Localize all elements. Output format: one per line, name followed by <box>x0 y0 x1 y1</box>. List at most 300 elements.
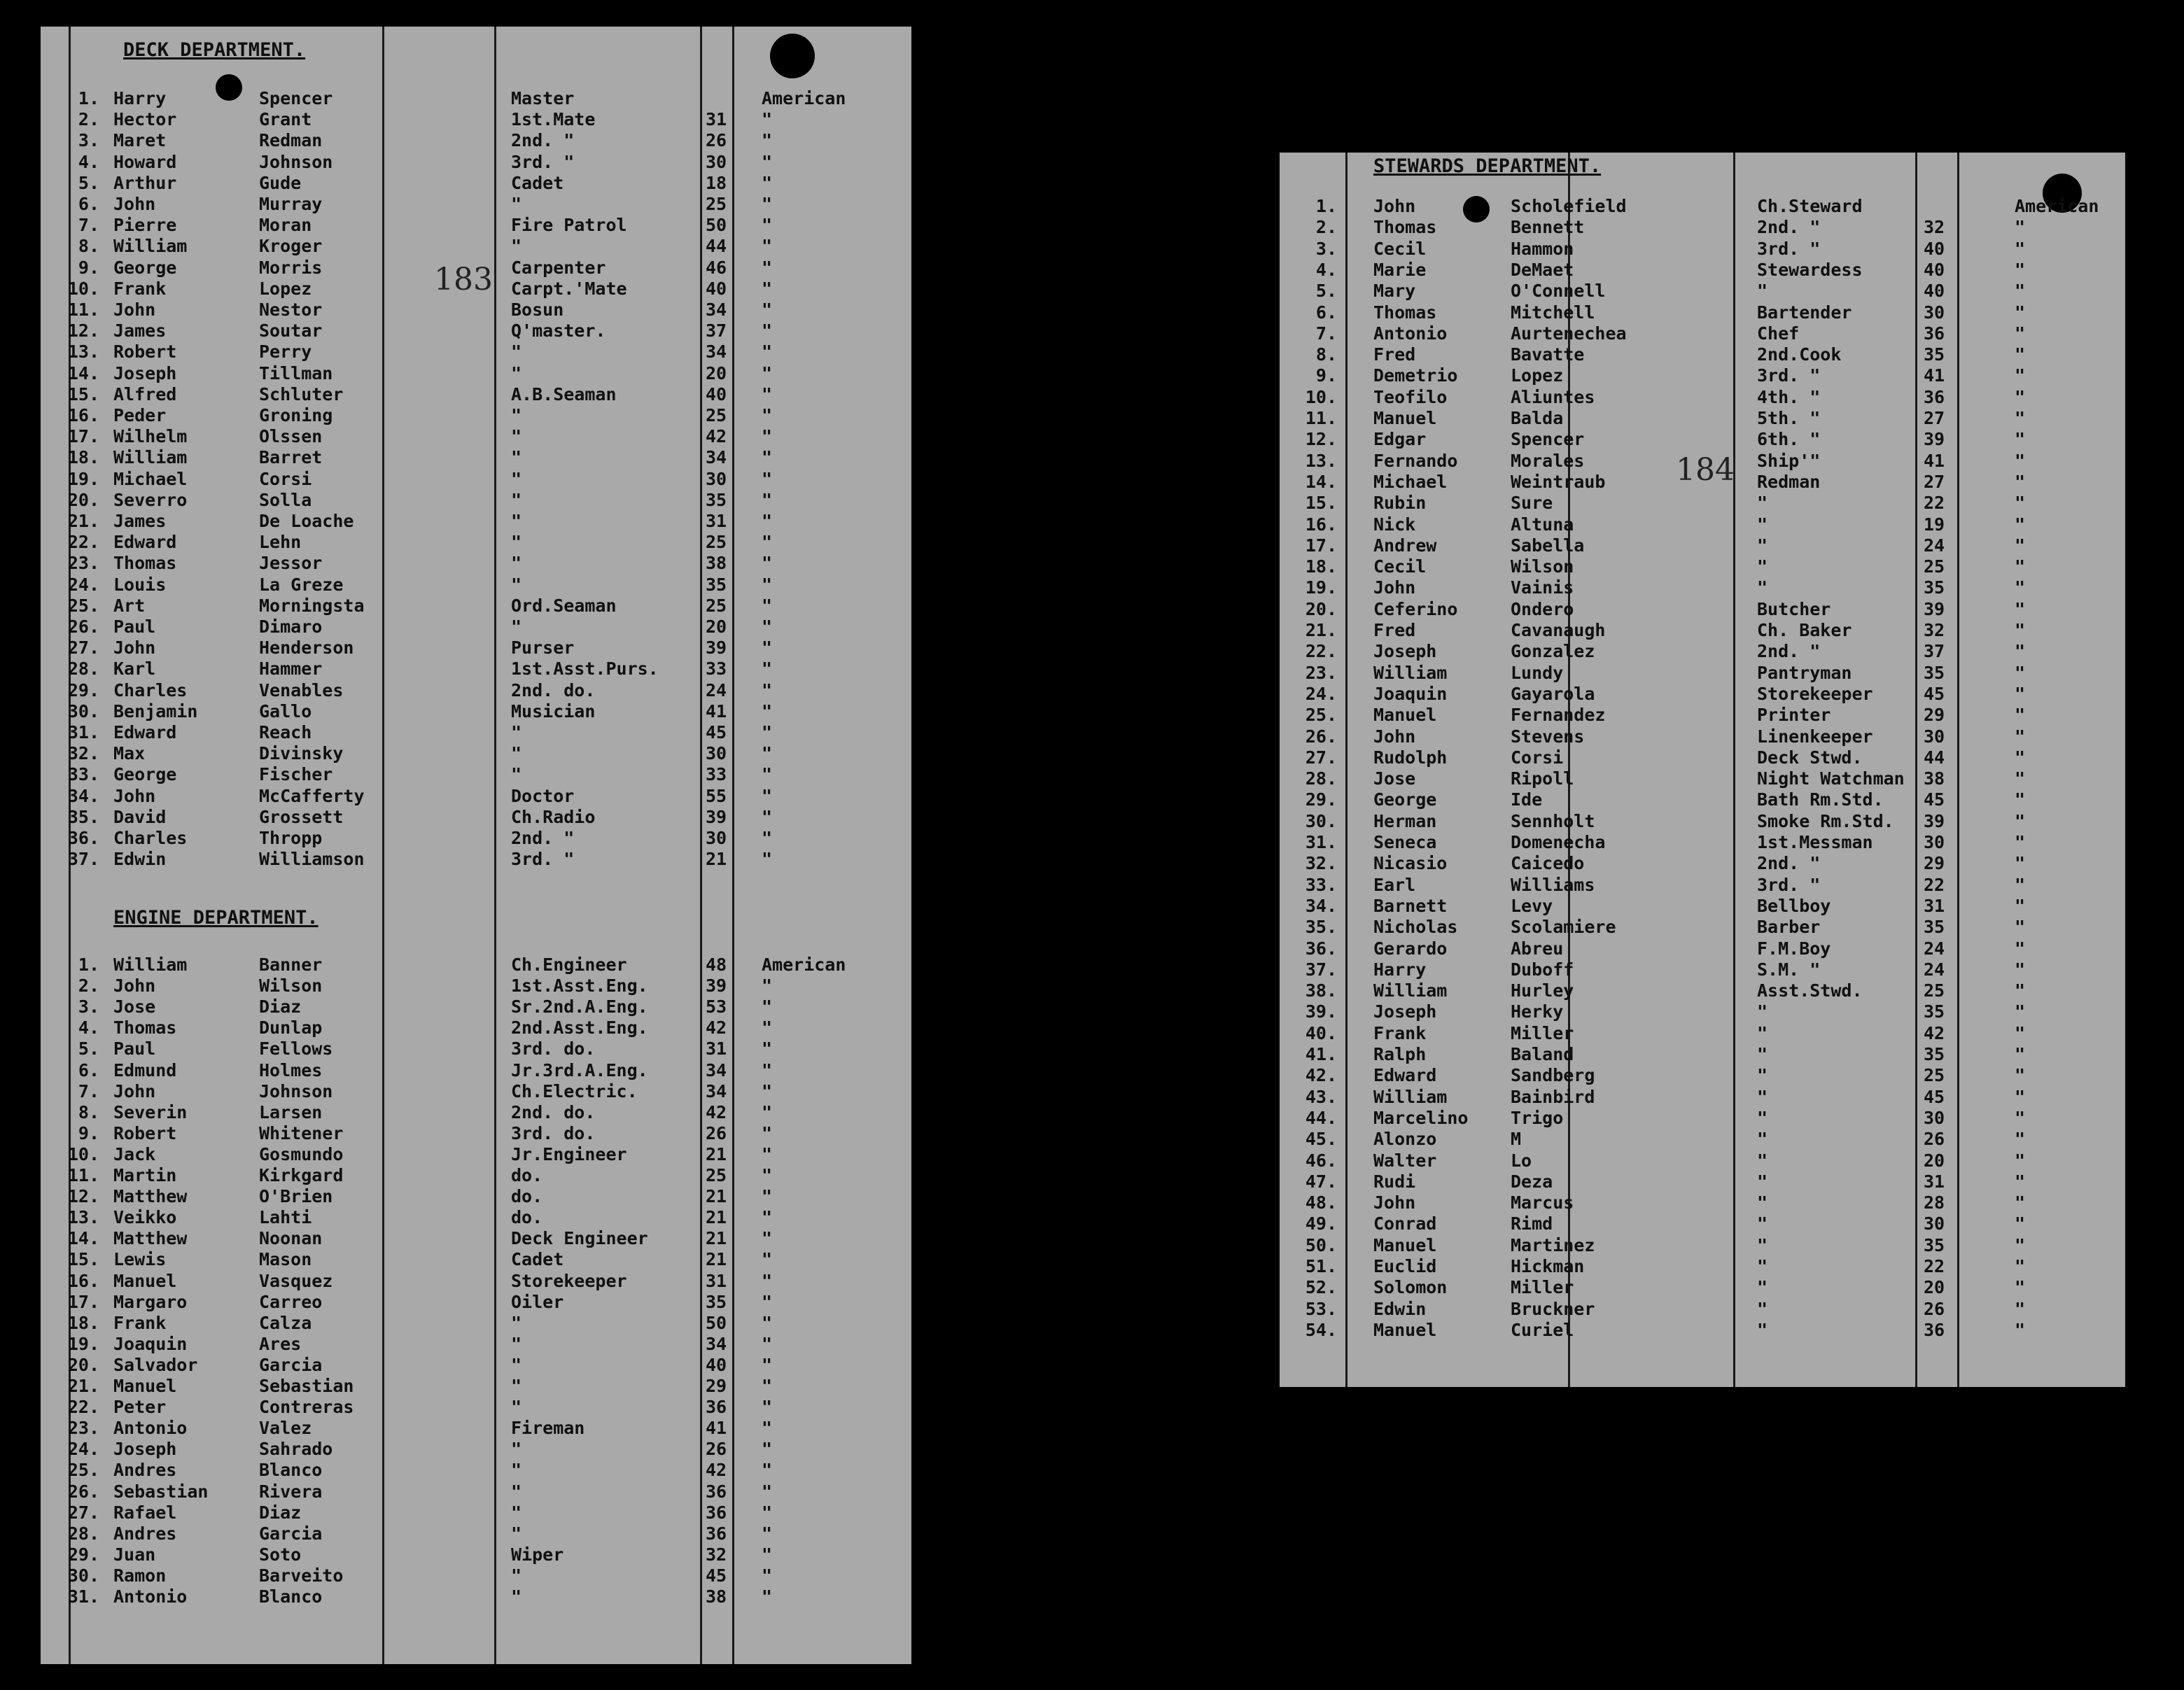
first-name: Hector <box>113 109 177 130</box>
age: 20 <box>1924 1277 1945 1298</box>
nationality: " <box>762 151 773 172</box>
crew-row <box>41 1038 911 1059</box>
age: 41 <box>1924 365 1945 386</box>
crew-row <box>41 1439 911 1460</box>
row-number: 16. <box>67 1270 99 1291</box>
age: 41 <box>1924 450 1945 471</box>
first-name: Charles <box>113 828 188 848</box>
nationality: " <box>2015 514 2026 535</box>
age: 25 <box>706 532 727 553</box>
first-name: Harry <box>113 88 167 108</box>
last-name: Calza <box>259 1312 312 1333</box>
row-number: 15. <box>67 1249 99 1270</box>
age: 30 <box>706 828 727 848</box>
position: " <box>511 468 522 489</box>
crew-row <box>41 173 911 194</box>
position: A.B.Seaman <box>511 383 617 404</box>
last-name: Schluter <box>259 383 344 404</box>
age: 21 <box>706 1228 727 1249</box>
last-name: La Greze <box>259 574 344 595</box>
first-name: John <box>113 976 156 997</box>
last-name: Gallo <box>259 700 312 721</box>
nationality: " <box>2015 1256 2026 1276</box>
nationality: " <box>762 300 773 320</box>
last-name: McCafferty <box>259 785 365 806</box>
first-name: Lewis <box>113 1249 167 1270</box>
row-number: 28. <box>67 659 99 679</box>
age: 21 <box>706 1207 727 1228</box>
crew-row <box>1280 747 2125 768</box>
first-name: Cecil <box>1373 238 1427 259</box>
nationality: " <box>762 997 773 1017</box>
first-name: James <box>113 321 167 341</box>
position: 1st.Asst.Purs. <box>511 659 659 679</box>
last-name: Dimaro <box>259 617 323 637</box>
crew-row <box>1280 620 2125 641</box>
age: 40 <box>706 1354 727 1375</box>
position: 3rd. " <box>1757 365 1821 386</box>
crew-row <box>41 490 911 511</box>
row-number: 36. <box>1305 938 1337 959</box>
first-name: John <box>113 638 156 659</box>
nationality: " <box>2015 238 2026 259</box>
age: 25 <box>706 194 727 214</box>
crew-row <box>41 1376 911 1397</box>
first-name: Thomas <box>113 1017 177 1038</box>
position: Doctor <box>511 785 575 806</box>
crew-row <box>41 1102 911 1123</box>
crew-row <box>41 152 911 173</box>
engine-department-heading: ENGINE DEPARTMENT. <box>113 907 318 929</box>
position: " <box>511 764 522 785</box>
crew-row <box>1280 281 2125 302</box>
last-name: Aliuntes <box>1511 386 1595 407</box>
age: 40 <box>1924 259 1945 280</box>
crew-row <box>41 130 911 151</box>
row-number: 16. <box>1305 514 1337 535</box>
first-name: Teofilo <box>1373 386 1448 407</box>
crew-row <box>41 405 911 426</box>
position: " <box>1757 1234 1768 1255</box>
nationality: " <box>2015 917 2026 938</box>
first-name: Mary <box>1373 281 1416 302</box>
age: 31 <box>1924 1171 1945 1192</box>
crew-row <box>1280 789 2125 810</box>
nationality: " <box>762 1270 773 1291</box>
crew-row <box>41 1271 911 1292</box>
position: Butcher <box>1757 598 1831 619</box>
row-number: 20. <box>1305 598 1337 619</box>
crew-row <box>41 997 911 1017</box>
position: Bosun <box>511 300 564 320</box>
age: 26 <box>706 1122 727 1143</box>
row-number: 38. <box>1305 980 1337 1001</box>
age: 27 <box>1924 471 1945 492</box>
first-name: Rubin <box>1373 493 1427 514</box>
age: 40 <box>706 278 727 299</box>
row-number: 28. <box>1305 768 1337 789</box>
row-number: 25. <box>67 595 99 616</box>
last-name: Garcia <box>259 1354 323 1375</box>
row-number: 33. <box>1305 874 1337 895</box>
position: " <box>1757 1065 1768 1086</box>
row-number: 22. <box>67 1397 99 1418</box>
age: 32 <box>706 1544 727 1565</box>
row-number: 41. <box>1305 1044 1337 1064</box>
nationality: " <box>2015 1044 2026 1064</box>
position: " <box>1757 1129 1768 1150</box>
age: 25 <box>706 405 727 425</box>
crew-row <box>41 236 911 257</box>
row-number: 29. <box>1305 789 1337 810</box>
row-number: 2. <box>1315 217 1337 238</box>
first-name: Joaquin <box>113 1333 188 1354</box>
nationality: " <box>2015 386 2026 407</box>
row-number: 48. <box>1305 1192 1337 1213</box>
last-name: Martinez <box>1511 1234 1595 1255</box>
crew-row <box>1280 344 2125 365</box>
row-number: 18. <box>67 1312 99 1333</box>
last-name: Williams <box>1511 874 1595 895</box>
crew-row <box>41 1523 911 1544</box>
crew-row <box>41 1565 911 1586</box>
last-name: Lopez <box>1511 365 1564 386</box>
age: 24 <box>706 679 727 700</box>
age: 55 <box>706 785 727 806</box>
age: 42 <box>706 1460 727 1481</box>
first-name: Nicasio <box>1373 853 1448 874</box>
last-name: O'Brien <box>259 1186 333 1207</box>
first-name: Wilhelm <box>113 426 188 447</box>
crew-row <box>41 807 911 828</box>
nationality: " <box>762 383 773 404</box>
nationality: " <box>2015 1150 2026 1171</box>
first-name: Antonio <box>113 1418 188 1439</box>
first-name: Matthew <box>113 1186 188 1207</box>
position: 2nd. " <box>1757 641 1821 662</box>
position: 2nd. " <box>1757 217 1821 238</box>
crew-row <box>41 659 911 679</box>
age: 22 <box>1924 1256 1945 1276</box>
position: Night Watchman <box>1757 768 1905 789</box>
row-number: 14. <box>67 1228 99 1249</box>
crew-row <box>41 722 911 743</box>
nationality: " <box>762 1397 773 1418</box>
crew-row <box>1280 599 2125 620</box>
position: Storekeeper <box>1757 683 1873 704</box>
nationality: " <box>762 1101 773 1122</box>
first-name: Joseph <box>113 1439 177 1460</box>
first-name: Thomas <box>113 553 177 574</box>
age: 26 <box>706 130 727 151</box>
first-name: Frank <box>113 1312 167 1333</box>
crew-row <box>1280 875 2125 896</box>
crew-list-sheet-183 <box>41 27 911 1664</box>
first-name: Cecil <box>1373 556 1427 577</box>
nationality: " <box>762 532 773 553</box>
last-name: Bavatte <box>1511 344 1585 365</box>
position: Ch.Electric. <box>511 1080 638 1101</box>
nationality: " <box>2015 1192 2026 1213</box>
last-name: Bruckner <box>1511 1298 1595 1319</box>
crew-row <box>41 1355 911 1376</box>
first-name: Marie <box>1373 259 1427 280</box>
age: 35 <box>706 489 727 510</box>
last-name: Murray <box>259 194 323 214</box>
row-number: 40. <box>1305 1022 1337 1043</box>
row-number: 30. <box>67 1565 99 1586</box>
last-name: Sandberg <box>1511 1065 1595 1086</box>
nationality: " <box>2015 1213 2026 1234</box>
nationality: " <box>2015 853 2026 874</box>
crew-row <box>41 617 911 638</box>
row-number: 52. <box>1305 1277 1337 1298</box>
crew-row <box>41 1228 911 1249</box>
row-number: 24. <box>67 1439 99 1460</box>
age: 42 <box>706 1101 727 1122</box>
last-name: Blanco <box>259 1460 323 1481</box>
nationality: " <box>2015 556 2026 577</box>
row-number: 22. <box>67 532 99 553</box>
age: 30 <box>706 151 727 172</box>
age: 39 <box>1924 429 1945 450</box>
row-number: 9. <box>1315 365 1337 386</box>
last-name: Ide <box>1511 789 1543 810</box>
position: " <box>511 1333 522 1354</box>
crew-row <box>41 300 911 321</box>
first-name: Salvador <box>113 1354 198 1375</box>
position: 2nd. " <box>511 130 575 151</box>
row-number: 15. <box>1305 493 1337 514</box>
age: 28 <box>1924 1192 1945 1213</box>
crew-row <box>1280 726 2125 747</box>
crew-row <box>41 1144 911 1165</box>
position: " <box>511 1439 522 1460</box>
punch-hole <box>770 34 815 78</box>
last-name: Kirkgard <box>259 1165 344 1185</box>
row-number: 7. <box>78 1080 99 1101</box>
first-name: Frank <box>1373 1022 1427 1043</box>
age: 48 <box>706 955 727 975</box>
first-name: Jose <box>113 997 156 1017</box>
age: 39 <box>706 976 727 997</box>
last-name: Corsi <box>1511 747 1564 768</box>
row-number: 10. <box>67 278 99 299</box>
last-name: Stevens <box>1511 726 1585 747</box>
crew-row <box>41 575 911 596</box>
age: 44 <box>706 236 727 257</box>
crew-row <box>1280 196 2125 217</box>
nationality: " <box>2015 768 2026 789</box>
row-number: 18. <box>1305 556 1337 577</box>
age: 35 <box>706 574 727 595</box>
position: Deck Stwd. <box>1757 747 1863 768</box>
last-name: Holmes <box>259 1059 323 1080</box>
position: " <box>1757 1022 1768 1043</box>
crew-row <box>41 1207 911 1228</box>
nationality: " <box>2015 810 2026 831</box>
age: 29 <box>706 1376 727 1396</box>
row-number: 3. <box>1315 238 1337 259</box>
crew-row <box>41 1397 911 1418</box>
first-name: Walter <box>1373 1150 1437 1171</box>
nationality: " <box>2015 938 2026 959</box>
crew-row <box>41 194 911 215</box>
age: 25 <box>706 595 727 616</box>
crew-row <box>1280 980 2125 1001</box>
position: Linenkeeper <box>1757 726 1873 747</box>
position: Printer <box>1757 705 1831 726</box>
first-name: Edmund <box>113 1059 177 1080</box>
row-number: 18. <box>67 447 99 468</box>
crew-row <box>41 215 911 236</box>
crew-row <box>41 638 911 659</box>
first-name: Earl <box>1373 874 1416 895</box>
last-name: Whitener <box>259 1122 344 1143</box>
crew-row <box>41 469 911 490</box>
row-number: 10. <box>1305 386 1337 407</box>
age: 24 <box>1924 938 1945 959</box>
age: 45 <box>706 1565 727 1586</box>
position: " <box>511 1481 522 1502</box>
row-number: 1. <box>78 955 99 975</box>
nationality: " <box>762 743 773 764</box>
last-name: Domenecha <box>1511 832 1606 852</box>
row-number: 20. <box>67 1354 99 1375</box>
age: 34 <box>706 1333 727 1354</box>
crew-row <box>1280 387 2125 408</box>
age: 45 <box>1924 683 1945 704</box>
first-name: Manuel <box>1373 1319 1437 1340</box>
position: Carpenter <box>511 257 606 278</box>
position: Barber <box>1757 917 1821 938</box>
crew-row <box>1280 1256 2125 1277</box>
nationality: " <box>762 1017 773 1038</box>
stewards-department-heading: STEWARDS DEPARTMENT. <box>1373 155 1602 177</box>
crew-row <box>41 849 911 870</box>
age: 26 <box>1924 1298 1945 1319</box>
position: " <box>511 1502 522 1523</box>
crew-row <box>1280 1001 2125 1022</box>
last-name: Fellows <box>259 1038 333 1059</box>
last-name: Larsen <box>259 1101 323 1122</box>
last-name: Redman <box>259 130 323 151</box>
age: 22 <box>1924 493 1945 514</box>
age: 36 <box>1924 323 1945 344</box>
row-number: 31. <box>67 1586 99 1607</box>
age: 20 <box>706 362 727 383</box>
age: 21 <box>706 1143 727 1164</box>
last-name: Sennholt <box>1511 810 1595 831</box>
row-number: 13. <box>67 1207 99 1228</box>
nationality: " <box>2015 980 2026 1001</box>
first-name: Ralph <box>1373 1044 1427 1064</box>
age: 27 <box>1924 408 1945 428</box>
first-name: Peter <box>113 1397 167 1418</box>
nationality: " <box>2015 535 2026 556</box>
position: Bellboy <box>1757 895 1831 916</box>
last-name: Abreu <box>1511 938 1564 959</box>
row-number: 23. <box>1305 662 1337 683</box>
age: 33 <box>706 764 727 785</box>
page-number: 184 <box>1676 452 1735 488</box>
position: 1st.Mate <box>511 109 596 130</box>
nationality: " <box>762 278 773 299</box>
last-name: Thropp <box>259 828 323 848</box>
crew-row <box>1280 853 2125 874</box>
position: " <box>511 194 522 214</box>
position: 3rd. " <box>511 151 575 172</box>
age: 41 <box>706 1418 727 1439</box>
nationality: American <box>762 955 846 975</box>
row-number: 30. <box>1305 810 1337 831</box>
last-name: Carreo <box>259 1291 323 1312</box>
position: " <box>511 722 522 742</box>
first-name: Nicholas <box>1373 917 1458 938</box>
position: Ch.Engineer <box>511 955 627 975</box>
row-number: 14. <box>67 362 99 383</box>
row-number: 25. <box>67 1460 99 1481</box>
position: F.M.Boy <box>1757 938 1831 959</box>
first-name: Thomas <box>1373 217 1437 238</box>
nationality: " <box>762 1376 773 1396</box>
crew-row <box>1280 514 2125 535</box>
last-name: Baland <box>1511 1044 1574 1064</box>
nationality: " <box>762 511 773 531</box>
position: " <box>1757 1150 1768 1171</box>
nationality: " <box>762 659 773 679</box>
first-name: Alfred <box>113 383 177 404</box>
row-number: 46. <box>1305 1150 1337 1171</box>
row-number: 30. <box>67 700 99 721</box>
nationality: " <box>762 321 773 341</box>
position: Fire Patrol <box>511 215 627 236</box>
last-name: Barret <box>259 447 323 468</box>
position: " <box>511 574 522 595</box>
first-name: Veikko <box>113 1207 177 1228</box>
first-name: Paul <box>113 617 156 637</box>
age: 31 <box>706 511 727 531</box>
nationality: " <box>2015 1022 2026 1043</box>
age: 18 <box>706 172 727 193</box>
nationality: " <box>762 679 773 700</box>
row-number: 24. <box>1305 683 1337 704</box>
position: " <box>511 553 522 574</box>
nationality: " <box>762 1038 773 1059</box>
age: 35 <box>1924 577 1945 598</box>
first-name: Joseph <box>113 362 177 383</box>
last-name: Lundy <box>1511 662 1564 683</box>
nationality: " <box>762 785 773 806</box>
age: 38 <box>706 1586 727 1607</box>
first-name: Rudi <box>1373 1171 1416 1192</box>
first-name: John <box>113 785 156 806</box>
first-name: Sebastian <box>113 1481 209 1502</box>
age: 30 <box>706 468 727 489</box>
crew-row <box>1280 323 2125 344</box>
age: 40 <box>706 383 727 404</box>
nationality: " <box>2015 302 2026 323</box>
first-name: William <box>113 236 188 257</box>
row-number: 32. <box>67 743 99 764</box>
row-number: 11. <box>1305 408 1337 428</box>
nationality: " <box>762 1291 773 1312</box>
position: " <box>1757 556 1768 577</box>
age: 35 <box>1924 662 1945 683</box>
nationality: " <box>762 1439 773 1460</box>
first-name: William <box>113 955 188 975</box>
row-number: 42. <box>1305 1065 1337 1086</box>
